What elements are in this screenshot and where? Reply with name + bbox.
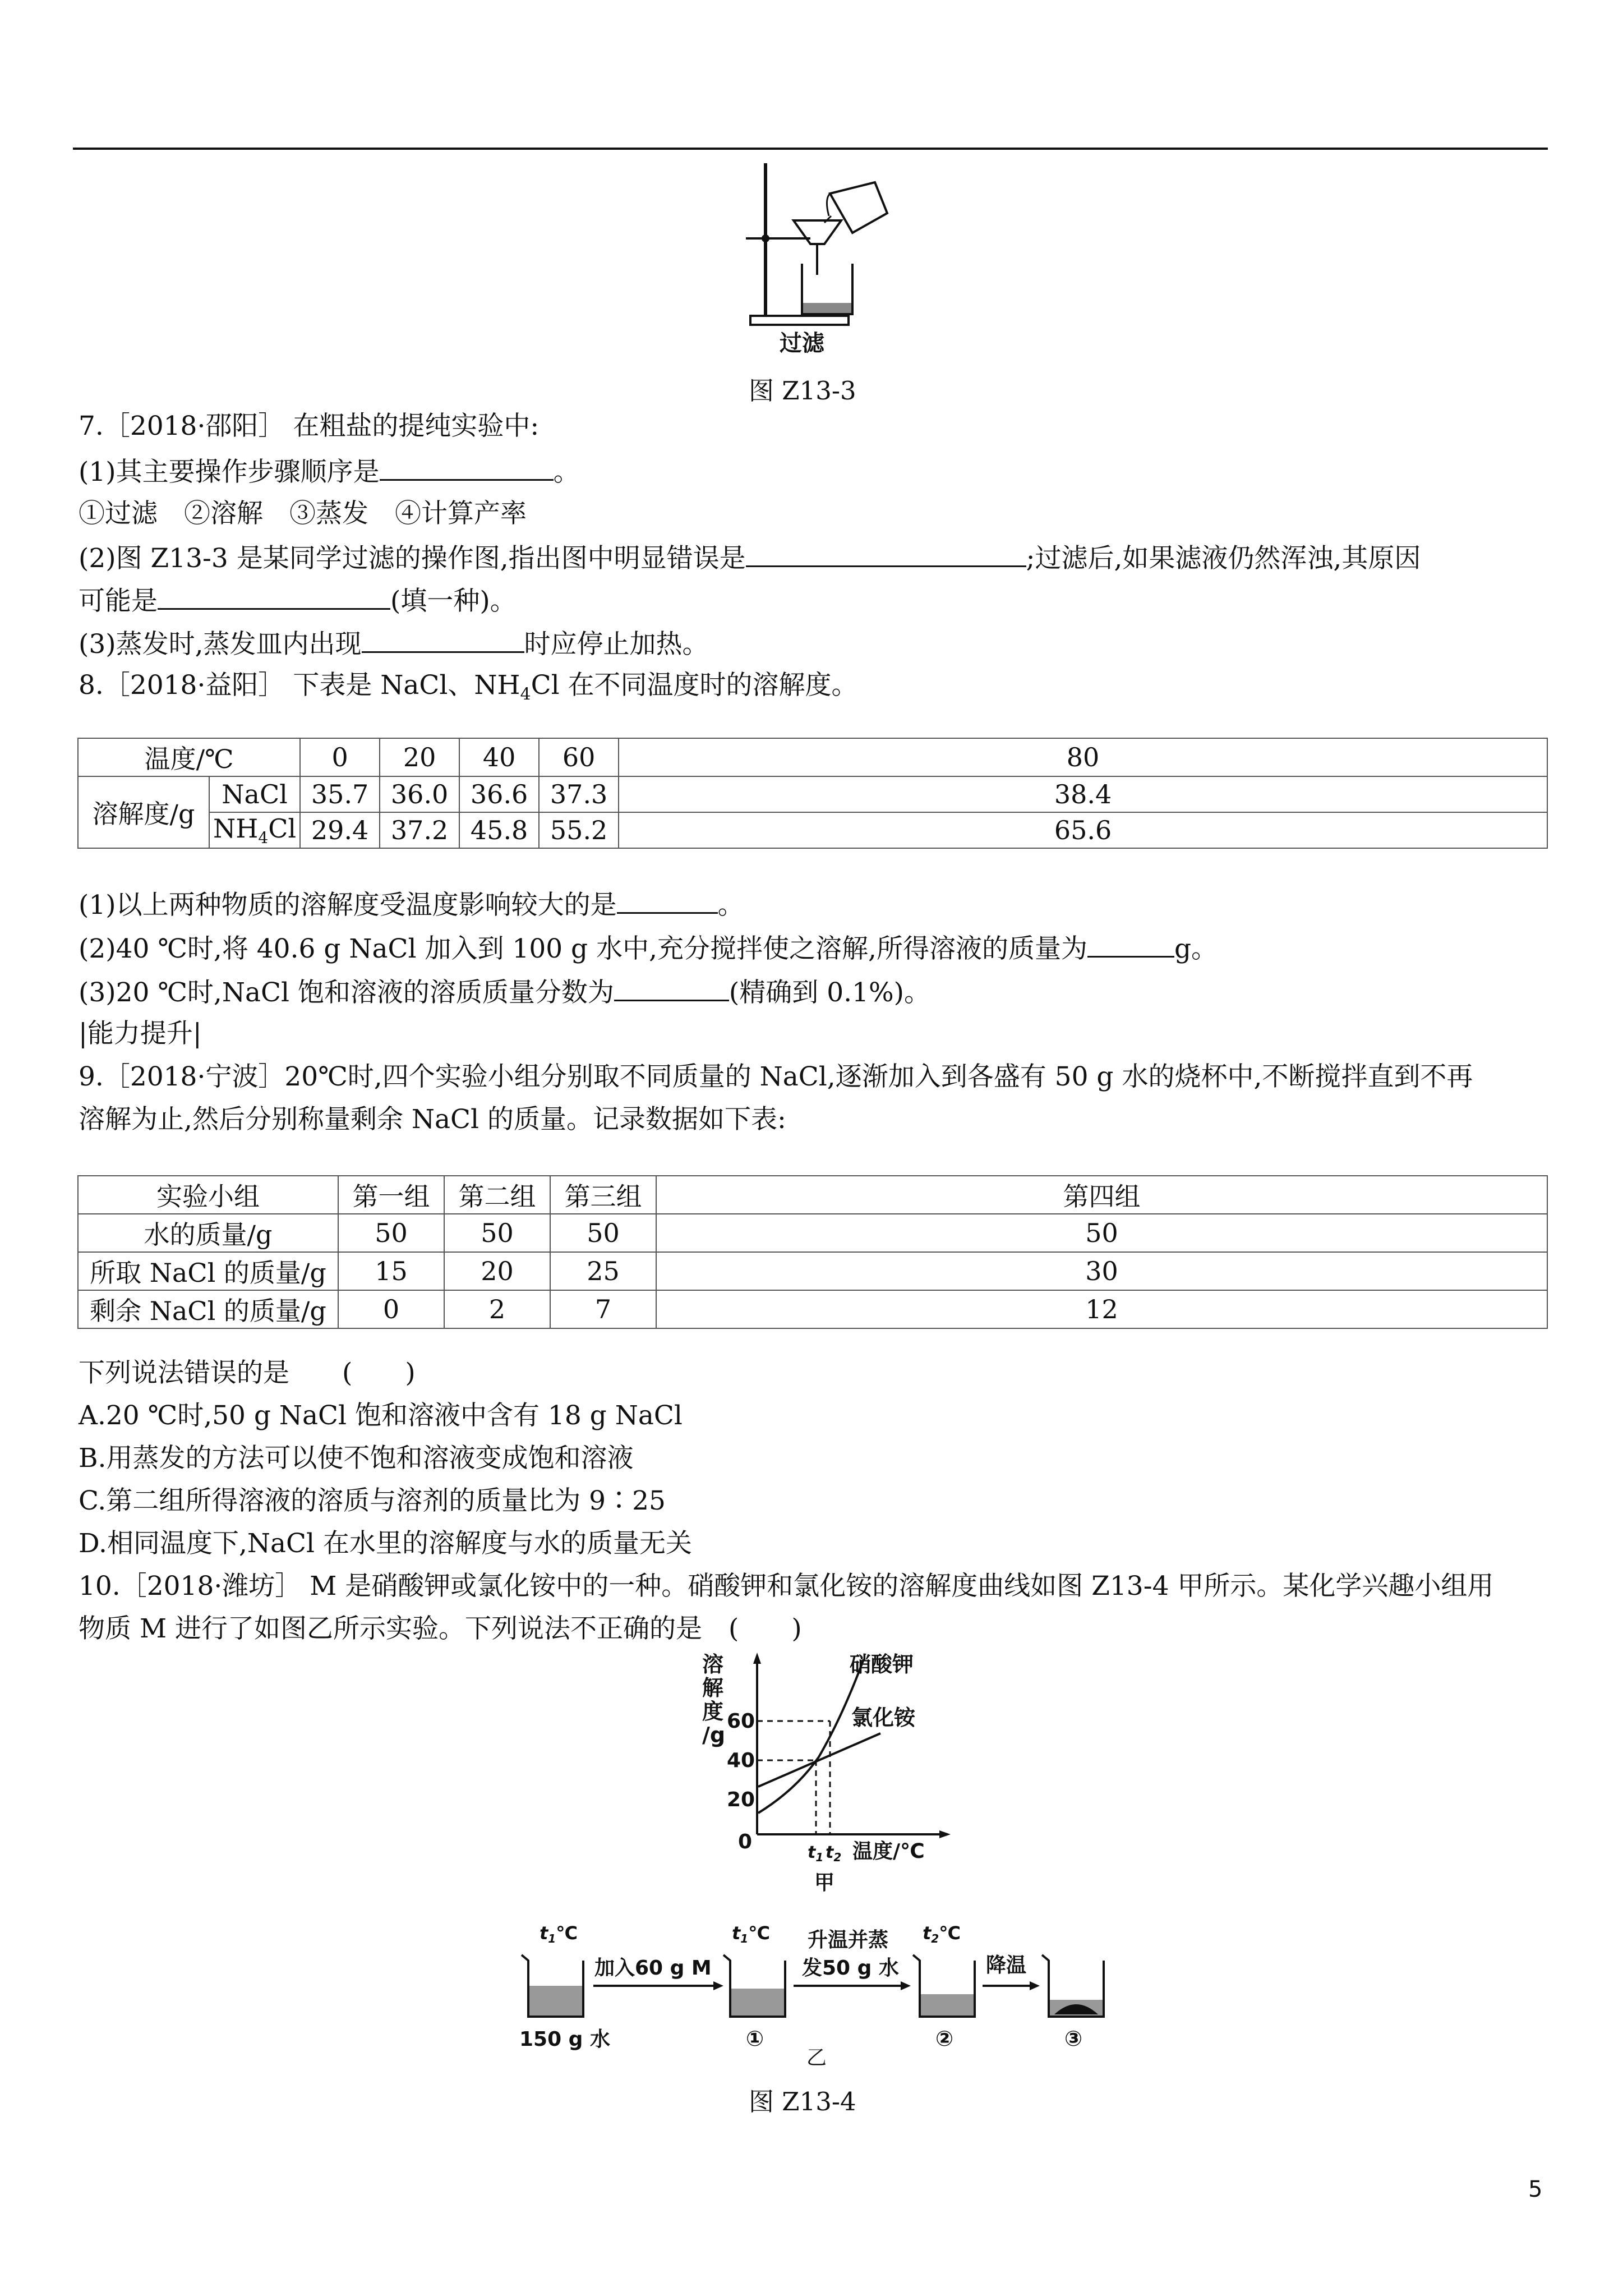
figure-sub-label-a: 甲 xyxy=(814,1871,835,1894)
y-axis-label-4: /g xyxy=(702,1723,726,1747)
table-cell: 50 xyxy=(338,1214,444,1252)
table-cell: 剩余 NaCl 的质量/g xyxy=(78,1290,338,1328)
formula-part: Cl xyxy=(268,813,297,844)
beaker-temp-label xyxy=(540,1922,578,1945)
table-cell: 55.2 xyxy=(539,812,619,848)
table-cell: 50 xyxy=(656,1214,1547,1252)
table-row xyxy=(78,1214,1547,1252)
y-tick-label: 20 xyxy=(727,1788,755,1811)
table-cell: 12 xyxy=(656,1290,1547,1328)
beaker-water-label: 150 g 水 xyxy=(519,2028,610,2051)
table-cell: 30 xyxy=(656,1252,1547,1290)
answer-blank[interactable] xyxy=(617,886,718,914)
table-cell: 所取 NaCl 的质量/g xyxy=(78,1252,338,1290)
step-cool-label: 降温 xyxy=(986,1954,1027,1977)
table-cell: 45.8 xyxy=(459,812,539,848)
y-tick-label: 0 xyxy=(738,1830,753,1853)
q8-part2-text: (2)40 ℃时,将 40.6 g NaCl 加入到 100 g 水中,充分搅拌使之溶解,所得溶液的质量为 xyxy=(79,933,1087,964)
table-row xyxy=(78,812,1547,848)
t1-letter: t xyxy=(732,1922,741,1944)
filtration-figure xyxy=(740,160,897,362)
table-header-cell: 第三组 xyxy=(550,1176,656,1214)
table-header-cell: 20 xyxy=(380,738,459,776)
degree-unit: ℃ xyxy=(556,1922,578,1944)
q8-part1-text: (1)以上两种物质的溶解度受温度影响较大的是 xyxy=(79,890,617,921)
answer-blank[interactable] xyxy=(1087,930,1174,958)
table-cell: 7 xyxy=(550,1290,656,1328)
section-heading: |能力提升| xyxy=(79,1018,202,1049)
t2-subscript: 2 xyxy=(833,1851,842,1864)
step-heat-label-2: 发50 g 水 xyxy=(802,1957,899,1980)
q8-stem-end: Cl 在不同温度时的溶解度。 xyxy=(531,670,858,701)
page-number: 5 xyxy=(1528,2177,1543,2202)
table-cell xyxy=(209,812,300,848)
y-axis-label-2: 解 xyxy=(702,1676,724,1700)
y-axis-label-3: 度 xyxy=(702,1699,724,1724)
table-row xyxy=(78,1176,1547,1214)
answer-blank[interactable] xyxy=(614,974,729,1001)
t2-letter: t xyxy=(826,1843,834,1862)
q8-part3-end: (精确到 0.1%)。 xyxy=(728,977,930,1008)
q7-part2a-end: ;过滤后,如果滤液仍然浑浊,其原因 xyxy=(1026,543,1421,574)
table-row xyxy=(78,1252,1547,1290)
q9-data-table xyxy=(77,1175,1548,1329)
table-cell: 水的质量/g xyxy=(78,1214,338,1252)
t2-tick-label xyxy=(826,1843,841,1864)
formula-part: NH xyxy=(213,813,259,844)
table-cell: 36.6 xyxy=(459,776,539,812)
beaker-temp-label xyxy=(732,1922,770,1945)
table-header-cell: 第二组 xyxy=(444,1176,550,1214)
answer-blank[interactable] xyxy=(362,625,524,653)
table-header-cell: 第四组 xyxy=(656,1176,1547,1214)
q7-part2a-text: (2)图 Z13-3 是某同学过滤的操作图,指出图中明显错误是 xyxy=(79,543,746,574)
table-cell: 50 xyxy=(444,1214,550,1252)
answer-blank[interactable] xyxy=(158,582,390,610)
q7-part2a xyxy=(79,540,1421,576)
table-cell: 29.4 xyxy=(300,812,380,848)
table-cell: 37.3 xyxy=(539,776,619,812)
table-header-cell: 60 xyxy=(539,738,619,776)
q7-stem: 7.［2018·邵阳］ 在粗盐的提纯实验中: xyxy=(79,411,540,441)
q7-part3-text: (3)蒸发时,蒸发皿内出现 xyxy=(79,629,362,660)
step-add-label: 加入60 g M xyxy=(594,1957,712,1980)
t1-tick-label xyxy=(808,1843,823,1864)
formula-subscript: 4 xyxy=(258,829,269,848)
filtration-label: 过滤 xyxy=(780,330,824,356)
q9-option-d[interactable]: D.相同温度下,NaCl 在水里的溶解度与水的质量无关 xyxy=(79,1528,692,1559)
beaker-temp-label xyxy=(923,1922,961,1945)
q8-part3-text: (3)20 ℃时,NaCl 饱和溶液的溶质质量分数为 xyxy=(79,977,614,1008)
degree-unit: ℃ xyxy=(939,1922,961,1944)
q7-part1-text: (1)其主要操作步骤顺序是 xyxy=(79,457,380,487)
table-row xyxy=(78,738,1547,776)
q7-part2b-end: (填一种)。 xyxy=(390,586,517,616)
table-header-cell: 第一组 xyxy=(338,1176,444,1214)
curve-label-nh4cl: 氯化铵 xyxy=(851,1705,916,1730)
q7-part1 xyxy=(79,453,580,489)
q9-option-b[interactable]: B.用蒸发的方法可以使不饱和溶液变成饱和溶液 xyxy=(79,1443,634,1474)
table-header-cell: 0 xyxy=(300,738,380,776)
q8-solubility-table xyxy=(77,738,1548,849)
t1-letter: t xyxy=(540,1922,548,1944)
table-header-cell: 80 xyxy=(619,738,1547,776)
header-rule xyxy=(73,148,1548,150)
q8-stem-text: 8.［2018·益阳］ 下表是 NaCl、NH xyxy=(79,670,520,701)
degree-unit: ℃ xyxy=(748,1922,770,1944)
q8-part1-end: 。 xyxy=(717,890,744,921)
t1-subscript: 1 xyxy=(548,1932,556,1945)
q9-line2: 溶解为止,然后分别称量剩余 NaCl 的质量。记录数据如下表: xyxy=(79,1104,786,1135)
table-cell: 37.2 xyxy=(380,812,459,848)
curve-label-kno3: 硝酸钾 xyxy=(850,1652,914,1677)
q7-part3 xyxy=(79,625,709,661)
table-cell: 2 xyxy=(444,1290,550,1328)
figure-caption-z13-3: 图 Z13-3 xyxy=(749,376,856,406)
table-cell: 36.0 xyxy=(380,776,459,812)
solubility-curve-figure xyxy=(695,1649,965,1896)
figure-sub-label-b: 乙 xyxy=(806,2046,827,2067)
table-header-cell: 实验小组 xyxy=(78,1176,338,1214)
step-heat-label-1: 升温并蒸 xyxy=(808,1929,889,1952)
beaker-number-3: ③ xyxy=(1064,2026,1083,2051)
table-cell: 38.4 xyxy=(619,776,1547,812)
table-cell: 50 xyxy=(550,1214,656,1252)
y-axis-label-1: 溶 xyxy=(702,1652,724,1677)
answer-blank[interactable] xyxy=(380,453,554,481)
answer-blank[interactable] xyxy=(746,540,1026,567)
table-cell: NaCl xyxy=(209,776,300,812)
beaker-number-1: ① xyxy=(746,2026,764,2051)
table-cell: 35.7 xyxy=(300,776,380,812)
q7-part3-end: 时应停止加热。 xyxy=(524,629,709,660)
table-header-cell: 40 xyxy=(459,738,539,776)
q8-stem-subscript: 4 xyxy=(520,684,531,705)
q9-option-a[interactable]: A.20 ℃时,50 g NaCl 饱和溶液中含有 18 g NaCl xyxy=(79,1400,683,1431)
t1-letter: t xyxy=(808,1843,816,1862)
q8-part3 xyxy=(79,974,930,1010)
t1-subscript: 1 xyxy=(815,1851,824,1864)
q10-line1: 10.［2018·潍坊］ M 是硝酸钾或氯化铵中的一种。硝酸钾和氯化铵的溶解度曲线如图 Z13-4 甲所示。某化学兴趣小组用 xyxy=(79,1571,1494,1602)
table-cell: 25 xyxy=(550,1252,656,1290)
table-header-cell: 温度/℃ xyxy=(78,738,300,776)
beaker-number-2: ② xyxy=(935,2026,954,2051)
q7-options: ①过滤 ②溶解 ③蒸发 ④计算产率 xyxy=(79,498,527,529)
q7-part1-end: 。 xyxy=(553,457,580,487)
q10-line2: 物质 M 进行了如图乙所示实验。下列说法不正确的是 ( ) xyxy=(79,1613,802,1644)
q9-line1: 9.［2018·宁波］20℃时,四个实验小组分别取不同质量的 NaCl,逐渐加入到各盛有 50 g 水的烧杯中,不断搅拌直到不再 xyxy=(79,1061,1473,1092)
table-row xyxy=(78,1290,1547,1328)
t2-letter: t xyxy=(923,1922,932,1944)
table-cell: 65.6 xyxy=(619,812,1547,848)
y-tick-label: 60 xyxy=(727,1710,755,1733)
q9-option-c[interactable]: C.第二组所得溶液的溶质与溶剂的质量比为 9∶25 xyxy=(79,1485,666,1516)
table-cell: 0 xyxy=(338,1290,444,1328)
table-cell: 15 xyxy=(338,1252,444,1290)
q7-part2b xyxy=(79,582,517,618)
q8-part1 xyxy=(79,886,744,922)
table-row xyxy=(78,776,1547,812)
q8-part2-end: g。 xyxy=(1174,933,1218,964)
table-cell: 20 xyxy=(444,1252,550,1290)
q9-ask: 下列说法错误的是 ( ) xyxy=(79,1358,416,1388)
q8-part2 xyxy=(79,930,1218,966)
t1-subscript: 1 xyxy=(740,1932,749,1945)
x-axis-label: 温度/℃ xyxy=(852,1840,925,1863)
q8-stem xyxy=(79,669,858,711)
table-cell: 溶解度/g xyxy=(78,776,209,848)
experiment-steps-figure xyxy=(505,1916,1122,2067)
y-tick-label: 40 xyxy=(727,1749,755,1772)
t2-subscript: 2 xyxy=(931,1932,939,1945)
q7-part2b-text: 可能是 xyxy=(79,586,158,616)
figure-caption-z13-4: 图 Z13-4 xyxy=(749,2087,856,2116)
